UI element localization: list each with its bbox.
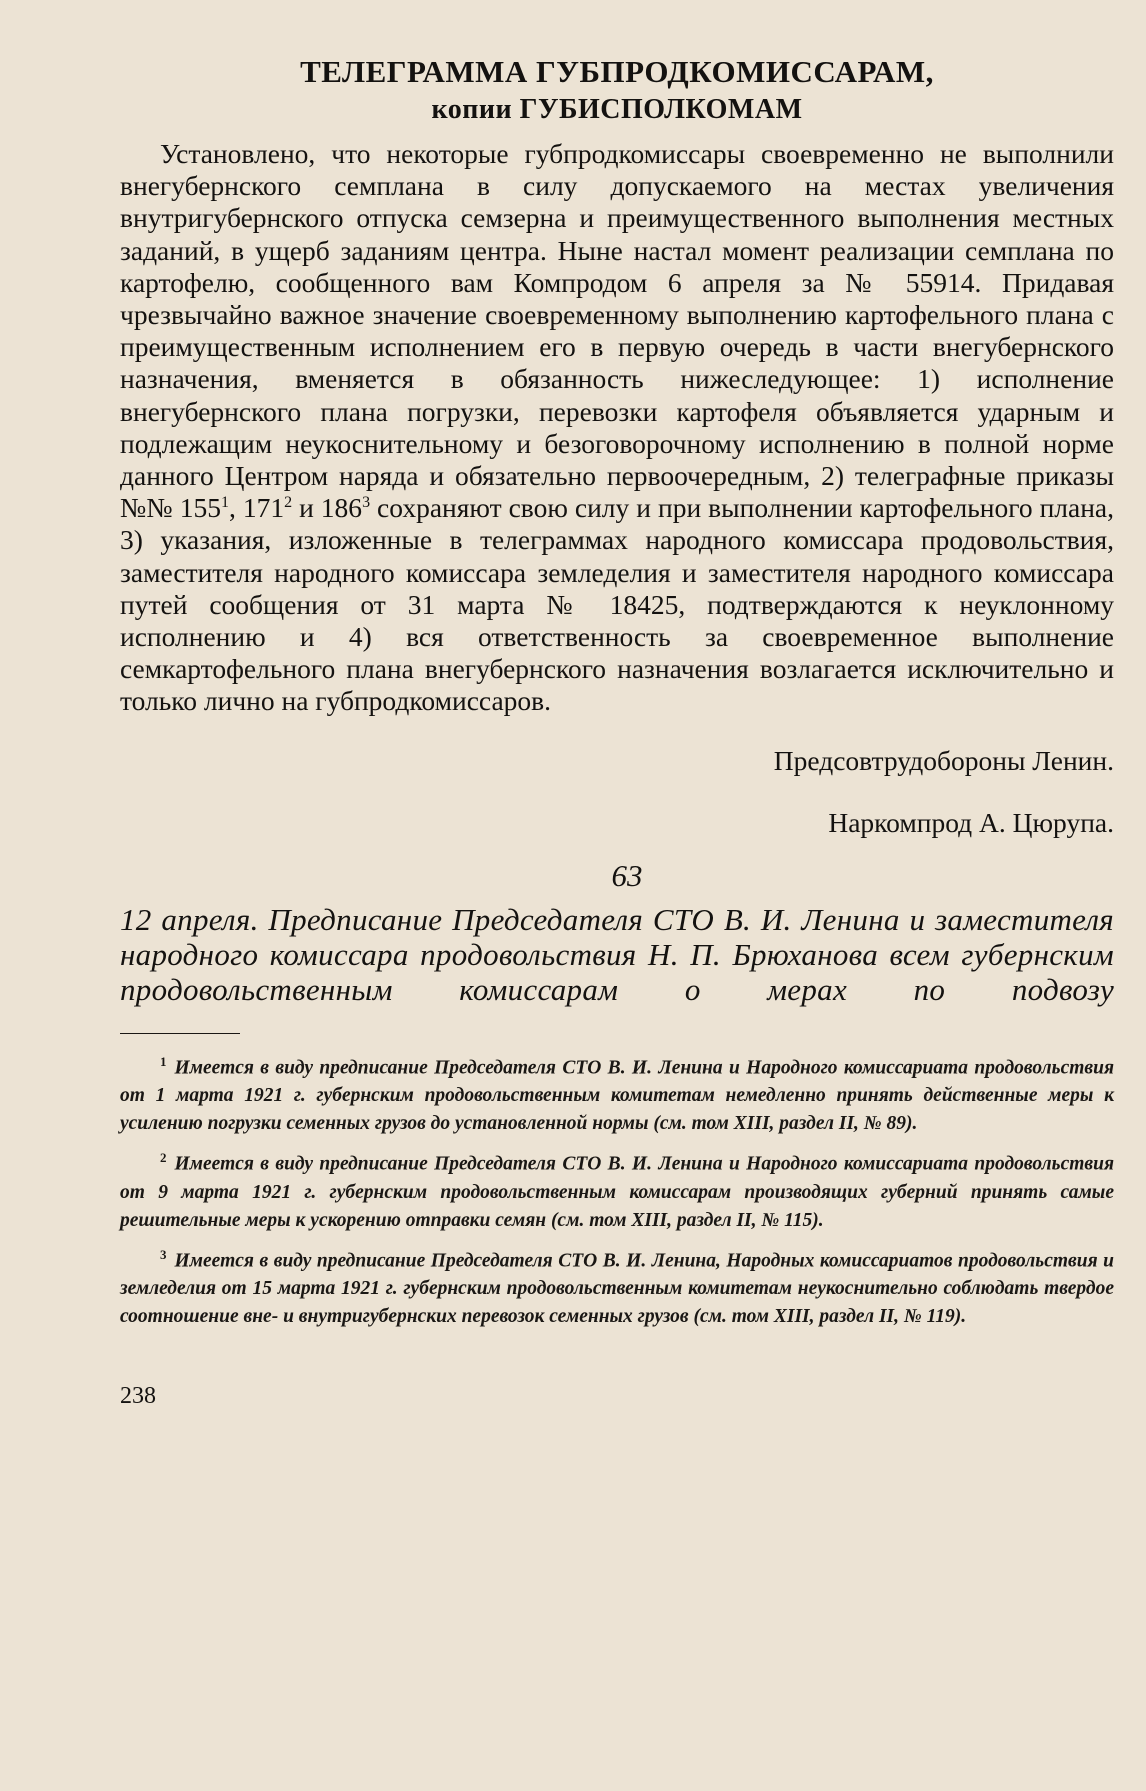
signature-tsyurupa: Наркомпрод А. Цюрупа. (828, 806, 1114, 838)
body-text-part-3: и 186 (292, 492, 363, 524)
footnote-mark: 1 (160, 1053, 167, 1069)
footnote-3 (120, 1241, 1114, 1332)
footnote-ref-1[interactable]: 1 (220, 494, 229, 512)
body-text-part-1: Установлено, что некоторые губпродкомиссары своевременно не выполнили внегубернского семплана в силу допускаемого на местах увеличения внутригубернского отпуска семзерна и преимущественного выполнения местных заданий, в ущерб заданиям центра. Ныне настал момент реализации семплана по картофелю, сообщенного вам Компродом 6 апреля за № 55914. Придавая чрезвычайно важное значение своевременному выполнению картофельного плана с преимущественным исполнением его в первую очередь в части внегубернского назначения, вменяется в обязанность нижеследующее: 1) исполнение внегубернского плана погрузки, перевозки картофеля объявляется ударным и подлежащим неукоснительному и безоговорочному исполнению в полной норме данного Центром наряда и обязательно первоочередным, 2) телеграфные приказы №№ 155 (120, 138, 1114, 524)
footnote-1 (120, 1048, 1114, 1139)
footnote-ref-3[interactable]: 3 (362, 494, 371, 512)
next-document-heading: 12 апреля. Предписание Председателя СТО В. И. Ленина и заместителя народного комиссара продовольствия Н. П. Брюханова всем губернским продовольственным комиссарам о мерах по подвозу (120, 901, 1114, 1007)
footnote-text: Имеется в виду предписание Председателя СТО В. И. Ленина и Народного комиссариата продовольствия от 9 марта 1921 г. губернским продовольственным комиссарам производящих губерний принять самые решительные меры к ускорению отправки семян (см. том XIII, раздел II, № 115). (120, 1153, 1114, 1231)
footnote-ref-2[interactable]: 2 (284, 494, 293, 512)
document-number: 63 (611, 857, 643, 893)
telegram-body (120, 138, 1114, 718)
footnote-divider (120, 1033, 240, 1034)
telegram-title: ТЕЛЕГРАММА ГУБПРОДКОМИССАРАМ, (300, 54, 934, 89)
footnote-mark: 2 (160, 1150, 167, 1166)
footnote-text: Имеется в виду предписание Председателя СТО В. И. Ленина и Народного комиссариата продовольствия от 1 марта 1921 г. губернским продовольственным комитетам немедленно принять действенные меры к усилению погрузки семенных грузов до установленной нормы (см. том XIII, раздел II, № 89). (120, 1057, 1114, 1135)
footnote-text: Имеется в виду предписание Председателя СТО В. И. Ленина, Народных комиссариатов продовольствия и земледелия от 15 марта 1921 г. губернским продовольственным комитетам неукоснительно соблюдать твердое соотношение вне- и внутригубернских перевозок семенных грузов (см. том XIII, раздел II, № 119). (120, 1250, 1114, 1328)
document-page (120, 52, 1114, 1410)
telegram-subtitle: копии ГУБИСПОЛКОМАМ (431, 94, 803, 125)
page-number: 238 (120, 1383, 156, 1410)
signature-lenin: Предсовтрудобороны Ленин. (773, 744, 1114, 776)
body-text-part-2: , 171 (228, 492, 285, 524)
footnote-2 (120, 1144, 1114, 1235)
footnote-mark: 3 (160, 1246, 167, 1262)
body-text-part-4: сохраняют свою силу и при выполнении картофельного плана, 3) указания, изложенные в телеграммах народного комиссара продовольствия, заместителя народного комиссара земледелия и заместителя народного комиссара путей сообщения от 31 марта № 18425, подтверждаются к неуклонному исполнению и 4) вся ответственность за своевременное выполнение семкартофельного плана внегубернского назначения возлагается исключительно и только лично на губпродкомиссаров. (120, 492, 1115, 717)
